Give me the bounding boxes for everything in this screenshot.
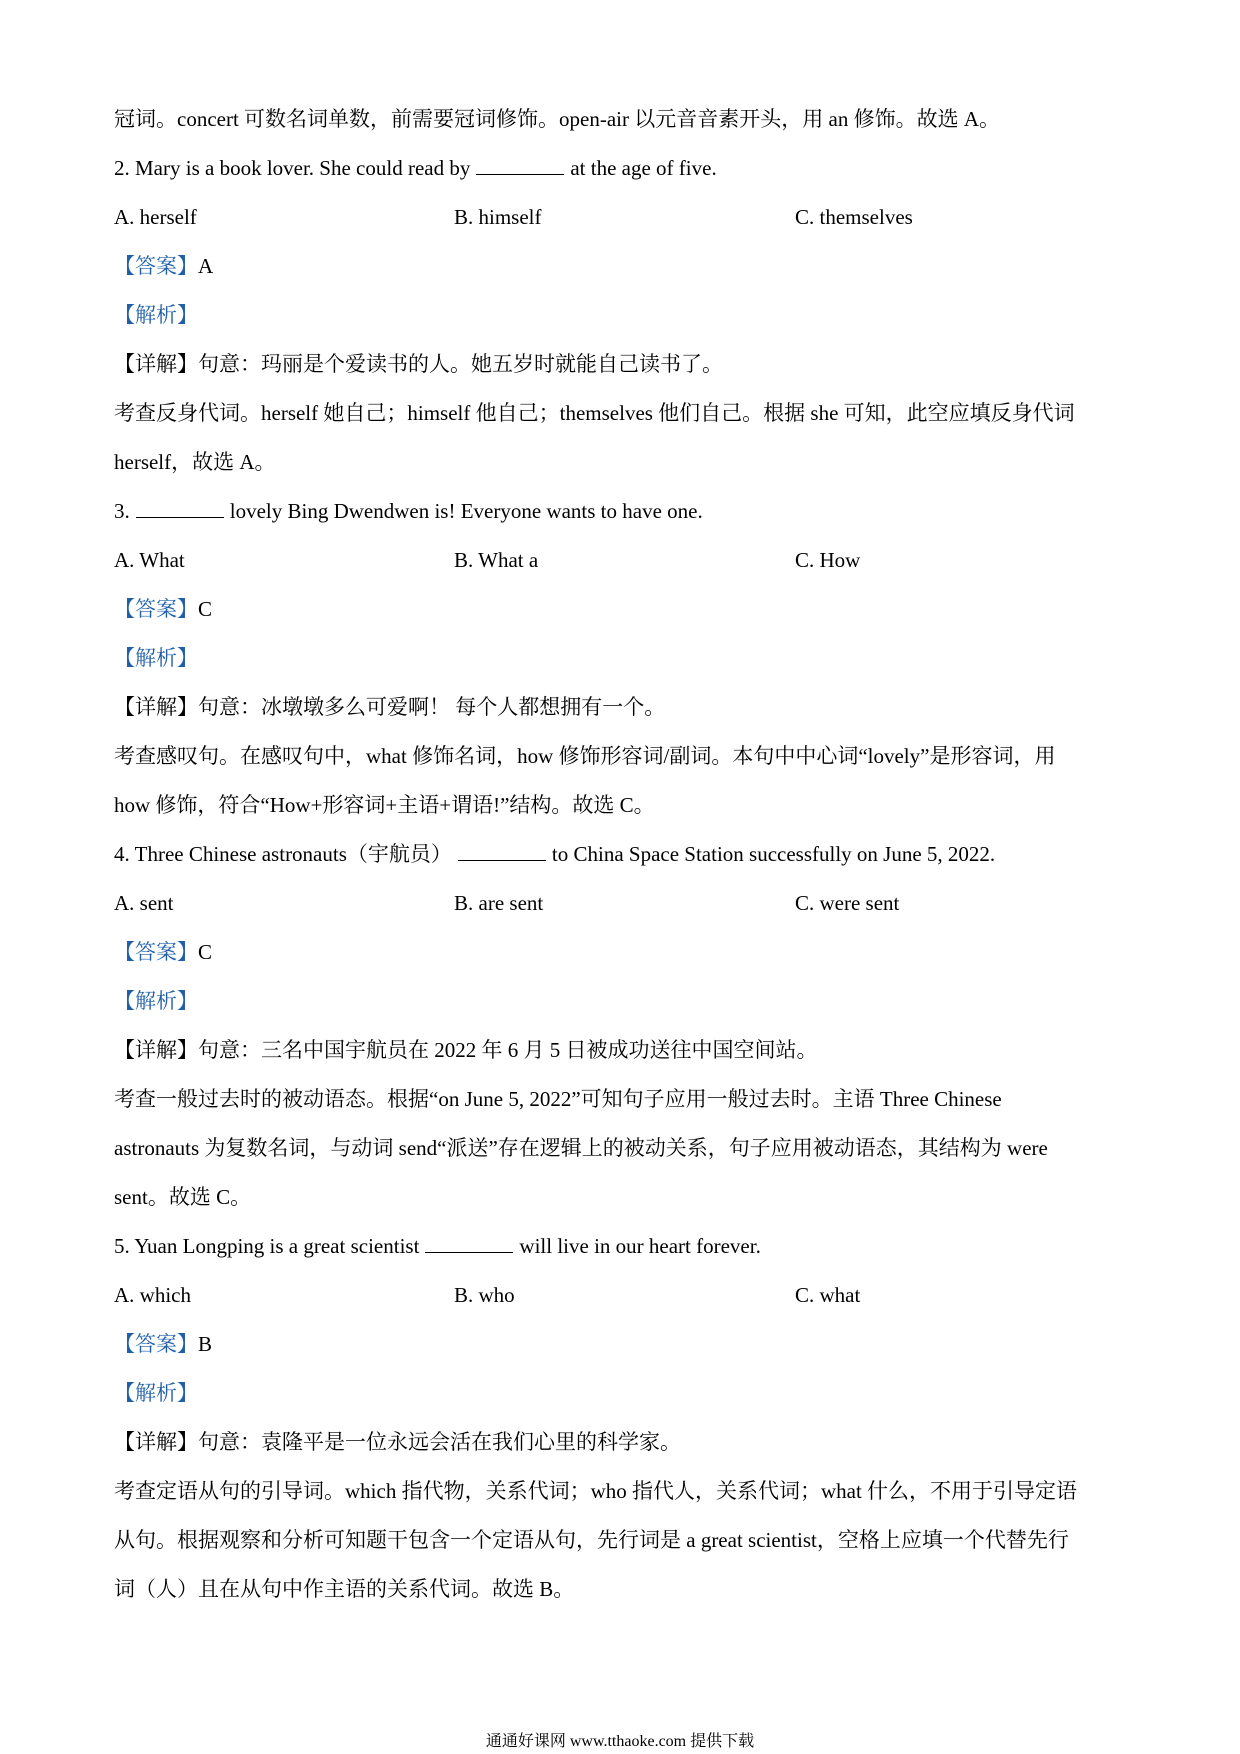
analysis-tag: 【解析】: [114, 989, 198, 1013]
question-4-answer: [114, 938, 212, 966]
analysis-tag: 【解析】: [114, 303, 198, 327]
question-2-stem-post: at the age of five.: [570, 156, 717, 180]
question-5-option-a: A. which: [114, 1283, 191, 1307]
detail-text: 句意：三名中国宇航员在 2022 年 6 月 5 日被成功送往中国空间站。: [198, 1038, 818, 1062]
intro-text: 冠词。concert 可数名词单数，前需要冠词修饰。open-air 以元音音素开头，用 an 修饰。故选 A。: [114, 107, 1000, 131]
question-2-detail: [114, 350, 723, 378]
question-3-option-a: A. What: [114, 548, 185, 572]
question-3-stem: [114, 497, 703, 525]
question-5-stem-pre: 5. Yuan Longping is a great scientist: [114, 1234, 420, 1258]
question-2-analysis: [114, 301, 198, 329]
detail-tag: 【详解】: [114, 352, 198, 376]
question-5-stem: [114, 1232, 761, 1260]
question-3-explain-2: how 修饰，符合“How+形容词+主语+谓语!”结构。故选 C。: [114, 793, 655, 817]
question-3-analysis: [114, 644, 198, 672]
question-4-option-c: C. were sent: [795, 891, 900, 915]
question-2-answer: [114, 252, 213, 280]
detail-tag: 【详解】: [114, 695, 198, 719]
question-4-detail: [114, 1036, 818, 1064]
question-2-option-c: C. themselves: [795, 205, 913, 229]
detail-tag: 【详解】: [114, 1430, 198, 1454]
question-3-stem-pre: 3.: [114, 499, 130, 523]
answer-value: C: [198, 597, 213, 621]
question-5-explain-3: 词（人）且在从句中作主语的关系代词。故选 B。: [114, 1577, 575, 1601]
answer-value: B: [198, 1332, 213, 1356]
page-footer: 通通好课网 www.tthaoke.com 提供下载: [485, 1733, 755, 1750]
question-2-option-a: A. herself: [114, 205, 197, 229]
detail-text: 句意：玛丽是个爱读书的人。她五岁时就能自己读书了。: [198, 352, 723, 376]
answer-tag: 【答案】: [114, 597, 198, 621]
question-4-explain-1: 考查一般过去时的被动语态。根据“on June 5, 2022”可知句子应用一般过去时。主语 Three Chinese: [114, 1087, 1002, 1111]
question-2-stem: [114, 154, 717, 182]
question-5-option-b: B. who: [454, 1283, 515, 1307]
answer-tag: 【答案】: [114, 940, 198, 964]
question-5-explain-2: 从句。根据观察和分析可知题干包含一个定语从句，先行词是 a great scientist，空格上应填一个代替先行: [114, 1528, 1069, 1552]
question-3-option-b: B. What a: [454, 548, 539, 572]
detail-tag: 【详解】: [114, 1038, 198, 1062]
question-5-option-c: C. what: [795, 1283, 861, 1307]
answer-blank: [458, 842, 546, 861]
question-3-explain-1: 考查感叹句。在感叹句中，what 修饰名词，how 修饰形容词/副词。本句中中心词“lovely”是形容词，用: [114, 744, 1056, 768]
analysis-tag: 【解析】: [114, 646, 198, 670]
answer-blank: [136, 499, 224, 518]
question-4-option-b: B. are sent: [454, 891, 544, 915]
question-5-stem-post: will live in our heart forever.: [519, 1234, 761, 1258]
question-4-analysis: [114, 987, 198, 1015]
detail-text: 句意：冰墩墩多么可爱啊！ 每个人都想拥有一个。: [198, 695, 666, 719]
question-3-option-c: C. How: [795, 548, 861, 572]
question-4-stem-pre: 4. Three Chinese astronauts（宇航员）: [114, 842, 452, 866]
question-2-explain-2: herself，故选 A。: [114, 450, 276, 474]
question-4-option-a: A. sent: [114, 891, 174, 915]
question-4-stem: [114, 840, 995, 868]
answer-tag: 【答案】: [114, 1332, 198, 1356]
question-2-explain-1: 考查反身代词。herself 她自己；himself 他自己；themselves 他们自己。根据 she 可知，此空应填反身代词: [114, 401, 1075, 425]
answer-tag: 【答案】: [114, 254, 198, 278]
answer-blank: [425, 1234, 513, 1253]
question-3-answer: [114, 595, 212, 623]
question-4-explain-3: sent。故选 C。: [114, 1185, 252, 1209]
answer-value: A: [198, 254, 214, 278]
question-2-stem-pre: 2. Mary is a book lover. She could read by: [114, 156, 471, 180]
question-3-detail: [114, 693, 665, 721]
question-5-detail: [114, 1428, 681, 1456]
question-2-option-b: B. himself: [454, 205, 542, 229]
question-5-analysis: [114, 1379, 198, 1407]
detail-text: 句意：袁隆平是一位永远会活在我们心里的科学家。: [198, 1430, 681, 1454]
question-4-stem-post: to China Space Station successfully on June 5, 2022.: [551, 842, 996, 866]
answer-value: C: [198, 940, 213, 964]
analysis-tag: 【解析】: [114, 1381, 198, 1405]
answer-blank: [476, 156, 564, 175]
question-4-explain-2: astronauts 为复数名词，与动词 send“派送”存在逻辑上的被动关系，句子应用被动语态，其结构为 were: [114, 1136, 1048, 1160]
question-5-explain-1: 考查定语从句的引导词。which 指代物，关系代词；who 指代人，关系代词；what 什么，不用于引导定语: [114, 1479, 1078, 1503]
question-3-stem-post: lovely Bing Dwendwen is! Everyone wants to have one.: [229, 499, 703, 523]
question-5-answer: [114, 1330, 212, 1358]
